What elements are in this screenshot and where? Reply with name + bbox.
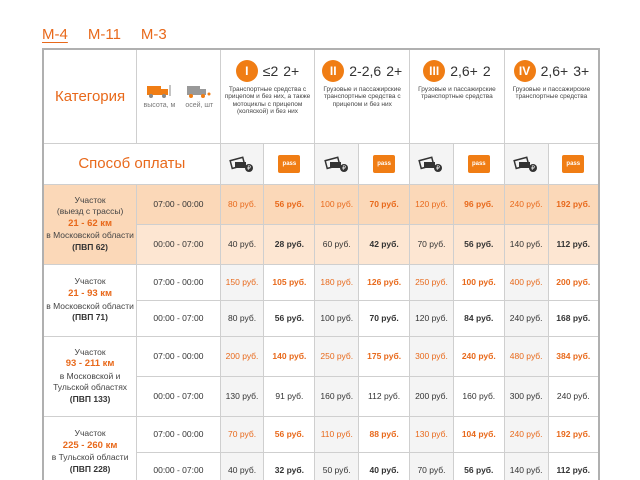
time-range: 07:00 - 00:00 <box>137 264 220 300</box>
price-cell: 56 руб. <box>453 224 504 264</box>
price-cell: 56 руб. <box>264 416 315 452</box>
price-cell: 112 руб. <box>548 452 599 480</box>
height-label: высота, м <box>143 102 176 110</box>
price-cell: 480 руб. <box>504 336 548 376</box>
time-range: 00:00 - 07:00 <box>137 452 220 480</box>
svg-text:₽: ₽ <box>436 164 441 172</box>
price-cell: 40 руб. <box>359 452 410 480</box>
price-cell: 56 руб. <box>264 300 315 336</box>
cash-payment-icon <box>418 155 444 173</box>
price-cell: 70 руб. <box>410 224 454 264</box>
price-cell: 130 руб. <box>220 376 264 416</box>
payment-transponder-cell <box>359 143 410 184</box>
price-cell: 192 руб. <box>548 416 599 452</box>
cash-payment-icon <box>324 155 350 173</box>
price-cell: 80 руб. <box>220 300 264 336</box>
class-header-3 <box>410 49 505 143</box>
payment-transponder-cell <box>548 143 599 184</box>
price-cell: 200 руб. <box>548 264 599 300</box>
class-badge: IV <box>514 60 536 82</box>
price-cell: 105 руб. <box>264 264 315 300</box>
price-cell: 56 руб. <box>264 184 315 224</box>
section-title: Участок <box>74 194 106 205</box>
price-cell: 384 руб. <box>548 336 599 376</box>
price-cell: 32 руб. <box>264 452 315 480</box>
price-cell: 140 руб. <box>264 336 315 376</box>
price-cell: 70 руб. <box>220 416 264 452</box>
section-title: Участок <box>74 428 106 439</box>
section-km: 21 - 62 км <box>68 217 113 229</box>
price-cell: 126 руб. <box>359 264 410 300</box>
tab-m4[interactable]: М-4 <box>42 26 68 43</box>
section-region: в Московской области <box>46 300 134 311</box>
table-row <box>43 416 599 452</box>
tab-m11[interactable]: М-11 <box>87 26 121 43</box>
price-cell: 28 руб. <box>264 224 315 264</box>
price-cell: 84 руб. <box>453 300 504 336</box>
height-truck-icon <box>145 83 173 99</box>
transponder-pass-icon: pass <box>373 155 395 173</box>
price-cell: 160 руб. <box>315 376 359 416</box>
price-cell: 250 руб. <box>410 264 454 300</box>
cash-payment-icon <box>229 155 255 173</box>
tariff-table <box>42 48 600 480</box>
class-axles: 2 <box>482 63 491 79</box>
section-pvp: (ПВП 228) <box>69 463 111 474</box>
payment-cash-cell <box>315 143 359 184</box>
class-description: Транспортные средства с прицепом и без них, а также мотоциклы с прицепом (коляской) и без них <box>224 86 311 116</box>
price-cell: 56 руб. <box>453 452 504 480</box>
class-header-1 <box>220 49 315 143</box>
price-cell: 168 руб. <box>548 300 599 336</box>
price-cell: 104 руб. <box>453 416 504 452</box>
price-cell: 70 руб. <box>359 300 410 336</box>
road-tabs <box>42 26 167 43</box>
class-height: ≤2 <box>262 63 279 79</box>
time-range: 00:00 - 07:00 <box>137 300 220 336</box>
cash-payment-icon <box>513 155 539 173</box>
price-cell: 91 руб. <box>264 376 315 416</box>
section-pvp: (ПВП 71) <box>72 312 108 323</box>
price-cell: 150 руб. <box>220 264 264 300</box>
section-pvp: (ПВП 62) <box>72 241 108 252</box>
section-title: Участок <box>74 276 106 287</box>
price-cell: 180 руб. <box>315 264 359 300</box>
time-range: 00:00 - 07:00 <box>137 376 220 416</box>
price-cell: 80 руб. <box>220 184 264 224</box>
price-cell: 140 руб. <box>504 452 548 480</box>
price-cell: 100 руб. <box>315 300 359 336</box>
price-cell: 240 руб. <box>504 300 548 336</box>
svg-text:₽: ₽ <box>531 164 536 172</box>
class-description: Грузовые и пассажирские транспортные средства <box>512 86 591 101</box>
tab-m3[interactable]: М-3 <box>140 26 167 43</box>
price-cell: 120 руб. <box>410 300 454 336</box>
price-cell: 112 руб. <box>548 224 599 264</box>
price-cell: 240 руб. <box>548 376 599 416</box>
price-cell: 100 руб. <box>453 264 504 300</box>
class-badge: III <box>423 60 445 82</box>
time-range: 00:00 - 07:00 <box>137 224 220 264</box>
section-pvp: (ПВП 133) <box>69 393 111 404</box>
class-description: Грузовые и пассажирские транспортные средства с прицепом и без них <box>323 86 402 108</box>
price-cell: 130 руб. <box>410 416 454 452</box>
section-cell-ppv133 <box>43 336 137 416</box>
price-cell: 200 руб. <box>220 336 264 376</box>
price-cell: 40 руб. <box>220 452 264 480</box>
price-cell: 140 руб. <box>504 224 548 264</box>
section-region: в Тульской области <box>51 452 129 463</box>
class-badge: II <box>322 60 344 82</box>
time-range: 07:00 - 00:00 <box>137 336 220 376</box>
payment-cash-cell <box>410 143 454 184</box>
section-km: 21 - 93 км <box>68 287 113 299</box>
section-region: в Московской области <box>46 230 134 241</box>
class-description: Грузовые и пассажирские транспортные средства <box>418 86 496 101</box>
section-cell-ppv62 <box>43 184 137 264</box>
axles-label: осей, шт <box>185 102 214 110</box>
price-cell: 60 руб. <box>315 224 359 264</box>
price-cell: 240 руб. <box>504 416 548 452</box>
price-cell: 160 руб. <box>453 376 504 416</box>
transponder-pass-icon: pass <box>468 155 490 173</box>
table-row <box>43 184 599 224</box>
price-cell: 250 руб. <box>315 336 359 376</box>
category-header-row <box>43 49 599 143</box>
price-cell: 175 руб. <box>359 336 410 376</box>
height-indicator <box>144 83 176 109</box>
price-cell: 300 руб. <box>410 336 454 376</box>
section-km: 225 - 260 км <box>62 439 118 451</box>
price-cell: 240 руб. <box>504 184 548 224</box>
class-axles: 3+ <box>573 63 590 79</box>
price-cell: 88 руб. <box>359 416 410 452</box>
price-cell: 300 руб. <box>504 376 548 416</box>
transponder-pass-icon: pass <box>278 155 300 173</box>
svg-text:₽: ₽ <box>341 164 346 172</box>
table-row <box>43 264 599 300</box>
transponder-pass-icon: pass <box>562 155 584 173</box>
price-cell: 192 руб. <box>548 184 599 224</box>
price-cell: 400 руб. <box>504 264 548 300</box>
price-cell: 50 руб. <box>315 452 359 480</box>
section-km: 93 - 211 км <box>65 358 115 370</box>
class-axles: 2+ <box>386 63 403 79</box>
class-axles: 2+ <box>283 63 300 79</box>
payment-cash-cell <box>504 143 548 184</box>
price-cell: 112 руб. <box>359 376 410 416</box>
price-cell: 70 руб. <box>410 452 454 480</box>
payment-cash-cell <box>220 143 264 184</box>
axles-truck-icon <box>185 83 213 99</box>
price-cell: 120 руб. <box>410 184 454 224</box>
price-cell: 96 руб. <box>453 184 504 224</box>
section-cell-ppv71 <box>43 264 137 336</box>
category-icons <box>137 49 220 143</box>
class-height: 2,6+ <box>540 63 569 79</box>
class-header-2 <box>315 49 410 143</box>
svg-text:₽: ₽ <box>247 164 251 172</box>
class-height: 2,6+ <box>450 63 478 79</box>
price-cell: 42 руб. <box>359 224 410 264</box>
price-cell: 200 руб. <box>410 376 454 416</box>
payment-header-row <box>43 143 599 184</box>
class-height: 2-2,6 <box>349 63 382 79</box>
price-cell: 40 руб. <box>220 224 264 264</box>
price-cell: 240 руб. <box>453 336 504 376</box>
class-header-4 <box>504 49 599 143</box>
payment-transponder-cell <box>264 143 315 184</box>
category-label: Категория <box>43 49 137 143</box>
class-badge: I <box>236 60 258 82</box>
section-cell-ppv228 <box>43 416 137 480</box>
table-row <box>43 336 599 376</box>
section-region: в Московской и Тульской областях <box>53 370 128 393</box>
time-range: 07:00 - 00:00 <box>137 184 220 224</box>
section-title: Участок <box>74 346 106 357</box>
price-cell: 110 руб. <box>315 416 359 452</box>
payment-method-label: Способ оплаты <box>43 143 220 184</box>
payment-transponder-cell <box>453 143 504 184</box>
price-cell: 100 руб. <box>315 184 359 224</box>
price-cell: 70 руб. <box>359 184 410 224</box>
time-range: 07:00 - 00:00 <box>137 416 220 452</box>
section-note: (выезд с трассы) <box>56 206 124 217</box>
axles-indicator <box>185 83 213 109</box>
